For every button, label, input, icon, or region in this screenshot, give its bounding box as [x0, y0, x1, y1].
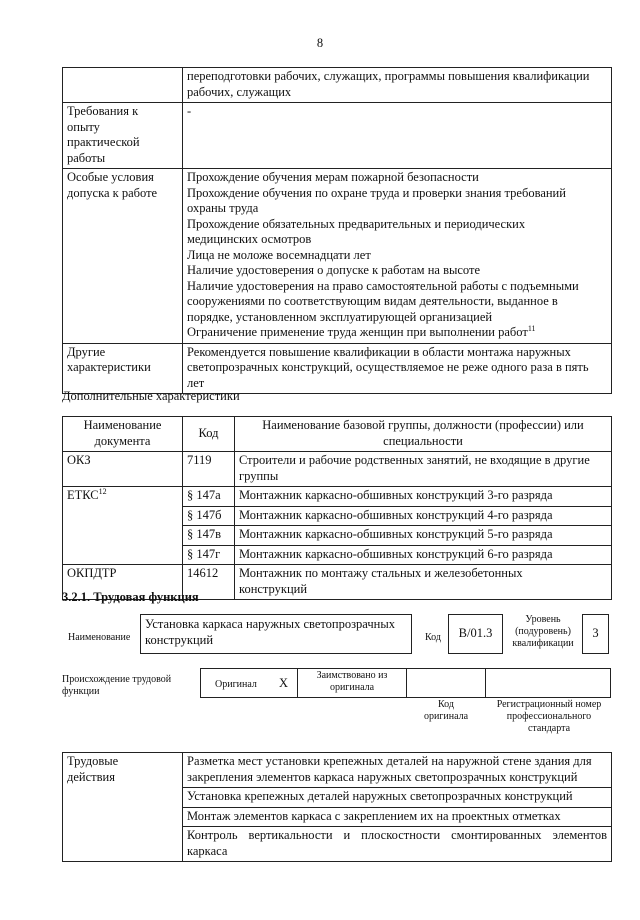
footnote-ref: 12: [98, 486, 107, 496]
table-header-row: [63, 417, 612, 452]
additional-characteristics-title: Дополнительные характеристики: [62, 389, 240, 403]
code-label: Код: [425, 632, 441, 643]
code-cell: § 147б: [183, 506, 235, 526]
row-label: Особые условия допуска к работе: [63, 169, 183, 344]
name-cell: Монтажник каркасно-обшивных конструкций 3-го разряда: [235, 487, 612, 507]
header-name: Наименование базовой группы, должности (профессии) или специальности: [235, 417, 612, 452]
table-row: [63, 169, 612, 344]
name-cell: Монтажник по монтажу стальных и железобетонных конструкций: [235, 565, 612, 600]
name-cell: Строители и рабочие родственных занятий, не входящие в другие группы: [235, 452, 612, 487]
action-cell: Монтаж элементов каркаса с закреплением их на проектных отметках: [183, 807, 612, 827]
origin-code-cell: [406, 668, 486, 698]
row-label: Требования к опыту практической работы: [63, 103, 183, 169]
qualification-level-label: Уровень (подуровень) квалификации: [512, 614, 574, 649]
table-row: [63, 68, 612, 103]
row-value: переподготовки рабочих, служащих, программы повышения квалификации рабочих, служащих: [183, 68, 612, 103]
table-row: [63, 487, 612, 507]
header-document: Наименование документа: [63, 417, 183, 452]
name-label: Наименование: [68, 632, 131, 643]
doc-cell: ЕТКС$^{12}$: [63, 487, 183, 565]
code-cell: 14612: [183, 565, 235, 600]
origin-borrowed-cell: Заимствовано из оригинала: [297, 668, 407, 698]
name-cell: Монтажник каркасно-обшивных конструкций 4-го разряда: [235, 506, 612, 526]
origin-label: Происхождение трудовой функции: [62, 674, 172, 697]
row-label: Другие характеристики: [63, 343, 183, 394]
code-cell: 7119: [183, 452, 235, 487]
code-cell: § 147в: [183, 526, 235, 546]
action-cell: Установка крепежных деталей наружных светопрозрачных конструкций: [183, 788, 612, 808]
table-row: [63, 753, 612, 788]
name-cell: Монтажник каркасно-обшивных конструкций 5-го разряда: [235, 526, 612, 546]
section-title: 3.2.1. Трудовая функция: [62, 590, 199, 604]
origin-original-cell: [200, 668, 298, 698]
origin-code-caption: Код оригинала: [423, 699, 469, 722]
table-row: [63, 103, 612, 169]
row-value: Прохождение обучения мерам пожарной безопасности Прохождение обучения по охране труда и проверки знания требований охраны труда Прохождение обязательных предварительных и периодических медицинских осмотров Лица не моложе восемнадцати лет Наличие удостоверения о допуске к работам на высоте Наличие удостоверения на право самостоятельной работы с подъемными сооружениями по соответствующим видам деятельности, выданное в порядке, установленном эксплуатирующей организацией Ограничение применение труда женщин при выполнении работ$^{11}$: [183, 169, 612, 344]
row-label: Трудовые действия: [63, 753, 183, 862]
table-row: [63, 343, 612, 394]
labor-actions-table: [62, 752, 612, 862]
page-number: 8: [316, 36, 324, 50]
row-value: -: [183, 103, 612, 169]
origin-reg-number-cell: [485, 668, 611, 698]
function-code-box: B/01.3: [448, 614, 503, 654]
action-cell: Разметка мест установки крепежных деталей на наружной стене здания для закрепления элементов каркаса наружных светопрозрачных конструкций: [183, 753, 612, 788]
row-value: Рекомендуется повышение квалификации в области монтажа наружных светопрозрачных конструкций, осуществляемое не реже одного раза в пять лет: [183, 343, 612, 394]
qualification-requirements-table: [62, 67, 612, 394]
header-code: Код: [183, 417, 235, 452]
additional-characteristics-table: [62, 416, 612, 600]
original-label: Оригинал: [215, 679, 257, 690]
name-cell: Монтажник каркасно-обшивных конструкций 6-го разряда: [235, 545, 612, 565]
code-cell: § 147а: [183, 487, 235, 507]
row-label: [63, 68, 183, 103]
table-row: [63, 452, 612, 487]
origin-reg-caption: Регистрационный номер профессионального стандарта: [496, 699, 602, 734]
code-cell: § 147г: [183, 545, 235, 565]
doc-cell: ОКПДТР: [63, 565, 183, 600]
qualification-level-box: 3: [582, 614, 609, 654]
function-name-box: Установка каркаса наружных светопрозрачных конструкций: [140, 614, 412, 654]
footnote-ref: 11: [527, 323, 536, 333]
original-mark: X: [279, 676, 289, 690]
action-cell: Контроль вертикальности и плоскостности смонтированных элементов каркаса: [183, 827, 612, 862]
doc-cell: ОКЗ: [63, 452, 183, 487]
